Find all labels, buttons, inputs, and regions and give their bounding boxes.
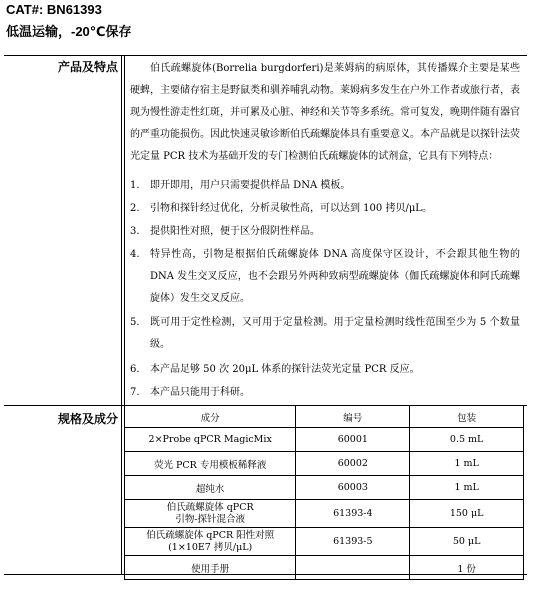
component-cell: 伯氏疏螺旋体 qPCR 阳性对照 (1×10E7 拷贝/μL)	[125, 528, 296, 556]
feature-item-1	[130, 175, 520, 197]
feature-item-6	[130, 359, 520, 381]
feature-num: 2.	[130, 203, 140, 214]
storage-note: 低温运输，-20℃保存	[6, 24, 132, 39]
table-row	[125, 476, 524, 500]
package-cell: 0.5 mL	[410, 428, 524, 452]
code-cell: 60003	[296, 476, 410, 500]
product-sheet	[4, 55, 527, 575]
package-cell: 1 mL	[410, 476, 524, 500]
feature-text: 即开即用，用户只需要提供样品 DNA 模板。	[150, 180, 351, 191]
feature-num: 6.	[130, 364, 140, 375]
features-label: 产品及特点	[58, 60, 119, 74]
table-row	[125, 500, 524, 528]
feature-item-5	[130, 312, 520, 356]
feature-text: 既可用于定性检测，又可用于定量检测。用于定量检测时线性范围至少为 5 个数量级。	[150, 317, 520, 350]
component-cell: 超纯水	[125, 476, 296, 500]
package-cell: 1 份	[410, 556, 524, 580]
composition-label: 规格及成分	[58, 412, 119, 426]
component-cell: 2×Probe qPCR MagicMix	[125, 428, 296, 452]
table-row	[125, 428, 524, 452]
feature-num: 3.	[130, 226, 140, 237]
code-cell: 60001	[296, 428, 410, 452]
label-column-divider-1	[121, 55, 122, 575]
features-intro: 伯氏疏螺旋体(Borrelia burgdorferi)是莱姆病的病原体，其传播媒介主要是某些硬蜱，主要储存宿主是野鼠类和驯养哺乳动物。莱姆病多发生在户外工作者或旅行者，表现为慢性游走性红斑，并可累及心脏、神经和关节等多系统。常可复发，晚期伴随有器官的严重功能损伤。因此快速灵敏诊断伯氏疏螺旋体具有重要意义。本产品就是以探针法荧光定量 PCR 技术为基础开发的专门检测伯氏疏螺旋体的试剂盒，它具有下列特点：	[130, 63, 520, 162]
feature-item-7	[130, 382, 520, 404]
feature-text: 特异性高，引物是根据伯氏疏螺旋体 DNA 高度保守区设计，不会跟其他生物的 DNA 发生交叉反应，也不会跟另外两种致病型疏螺旋体（伽氏疏螺旋体和阿氏疏螺旋体）发生交叉反应。	[150, 249, 520, 304]
code-cell: 60002	[296, 452, 410, 476]
top-rule	[4, 55, 527, 56]
feature-item-3	[130, 221, 520, 243]
feature-num: 4.	[130, 249, 140, 260]
header-component: 成分	[125, 406, 296, 428]
feature-num: 1.	[130, 180, 140, 191]
table-row	[125, 528, 524, 556]
component-cell: 伯氏疏螺旋体 qPCR 引物-探针混合液	[125, 500, 296, 528]
code-cell	[296, 556, 410, 580]
package-cell: 1 mL	[410, 452, 524, 476]
feature-text: 引物和探针经过优化，分析灵敏性高，可以达到 100 拷贝/μL。	[150, 203, 432, 214]
feature-text: 本产品只能用于科研。	[150, 387, 250, 398]
feature-item-2	[130, 198, 520, 220]
feature-text: 本产品足够 50 次 20μL 体系的探针法荧光定量 PCR 反应。	[150, 364, 420, 375]
header-package: 包装	[410, 406, 524, 428]
table-header-row	[125, 406, 524, 428]
package-cell: 50 μL	[410, 528, 524, 556]
table-row	[125, 556, 524, 580]
code-cell: 61393-4	[296, 500, 410, 528]
composition-table	[124, 405, 524, 580]
component-cell: 荧光 PCR 专用模板稀释液	[125, 452, 296, 476]
package-cell: 150 μL	[410, 500, 524, 528]
header-code: 编号	[296, 406, 410, 428]
feature-num: 7.	[130, 387, 140, 398]
feature-text: 提供阳性对照，便于区分假阴性样品。	[150, 226, 320, 237]
code-cell: 61393-5	[296, 528, 410, 556]
component-cell: 使用手册	[125, 556, 296, 580]
feature-num: 5.	[130, 317, 140, 328]
feature-item-4	[130, 244, 520, 310]
table-row	[125, 452, 524, 476]
catalog-number: CAT#: BN61393	[6, 2, 102, 17]
